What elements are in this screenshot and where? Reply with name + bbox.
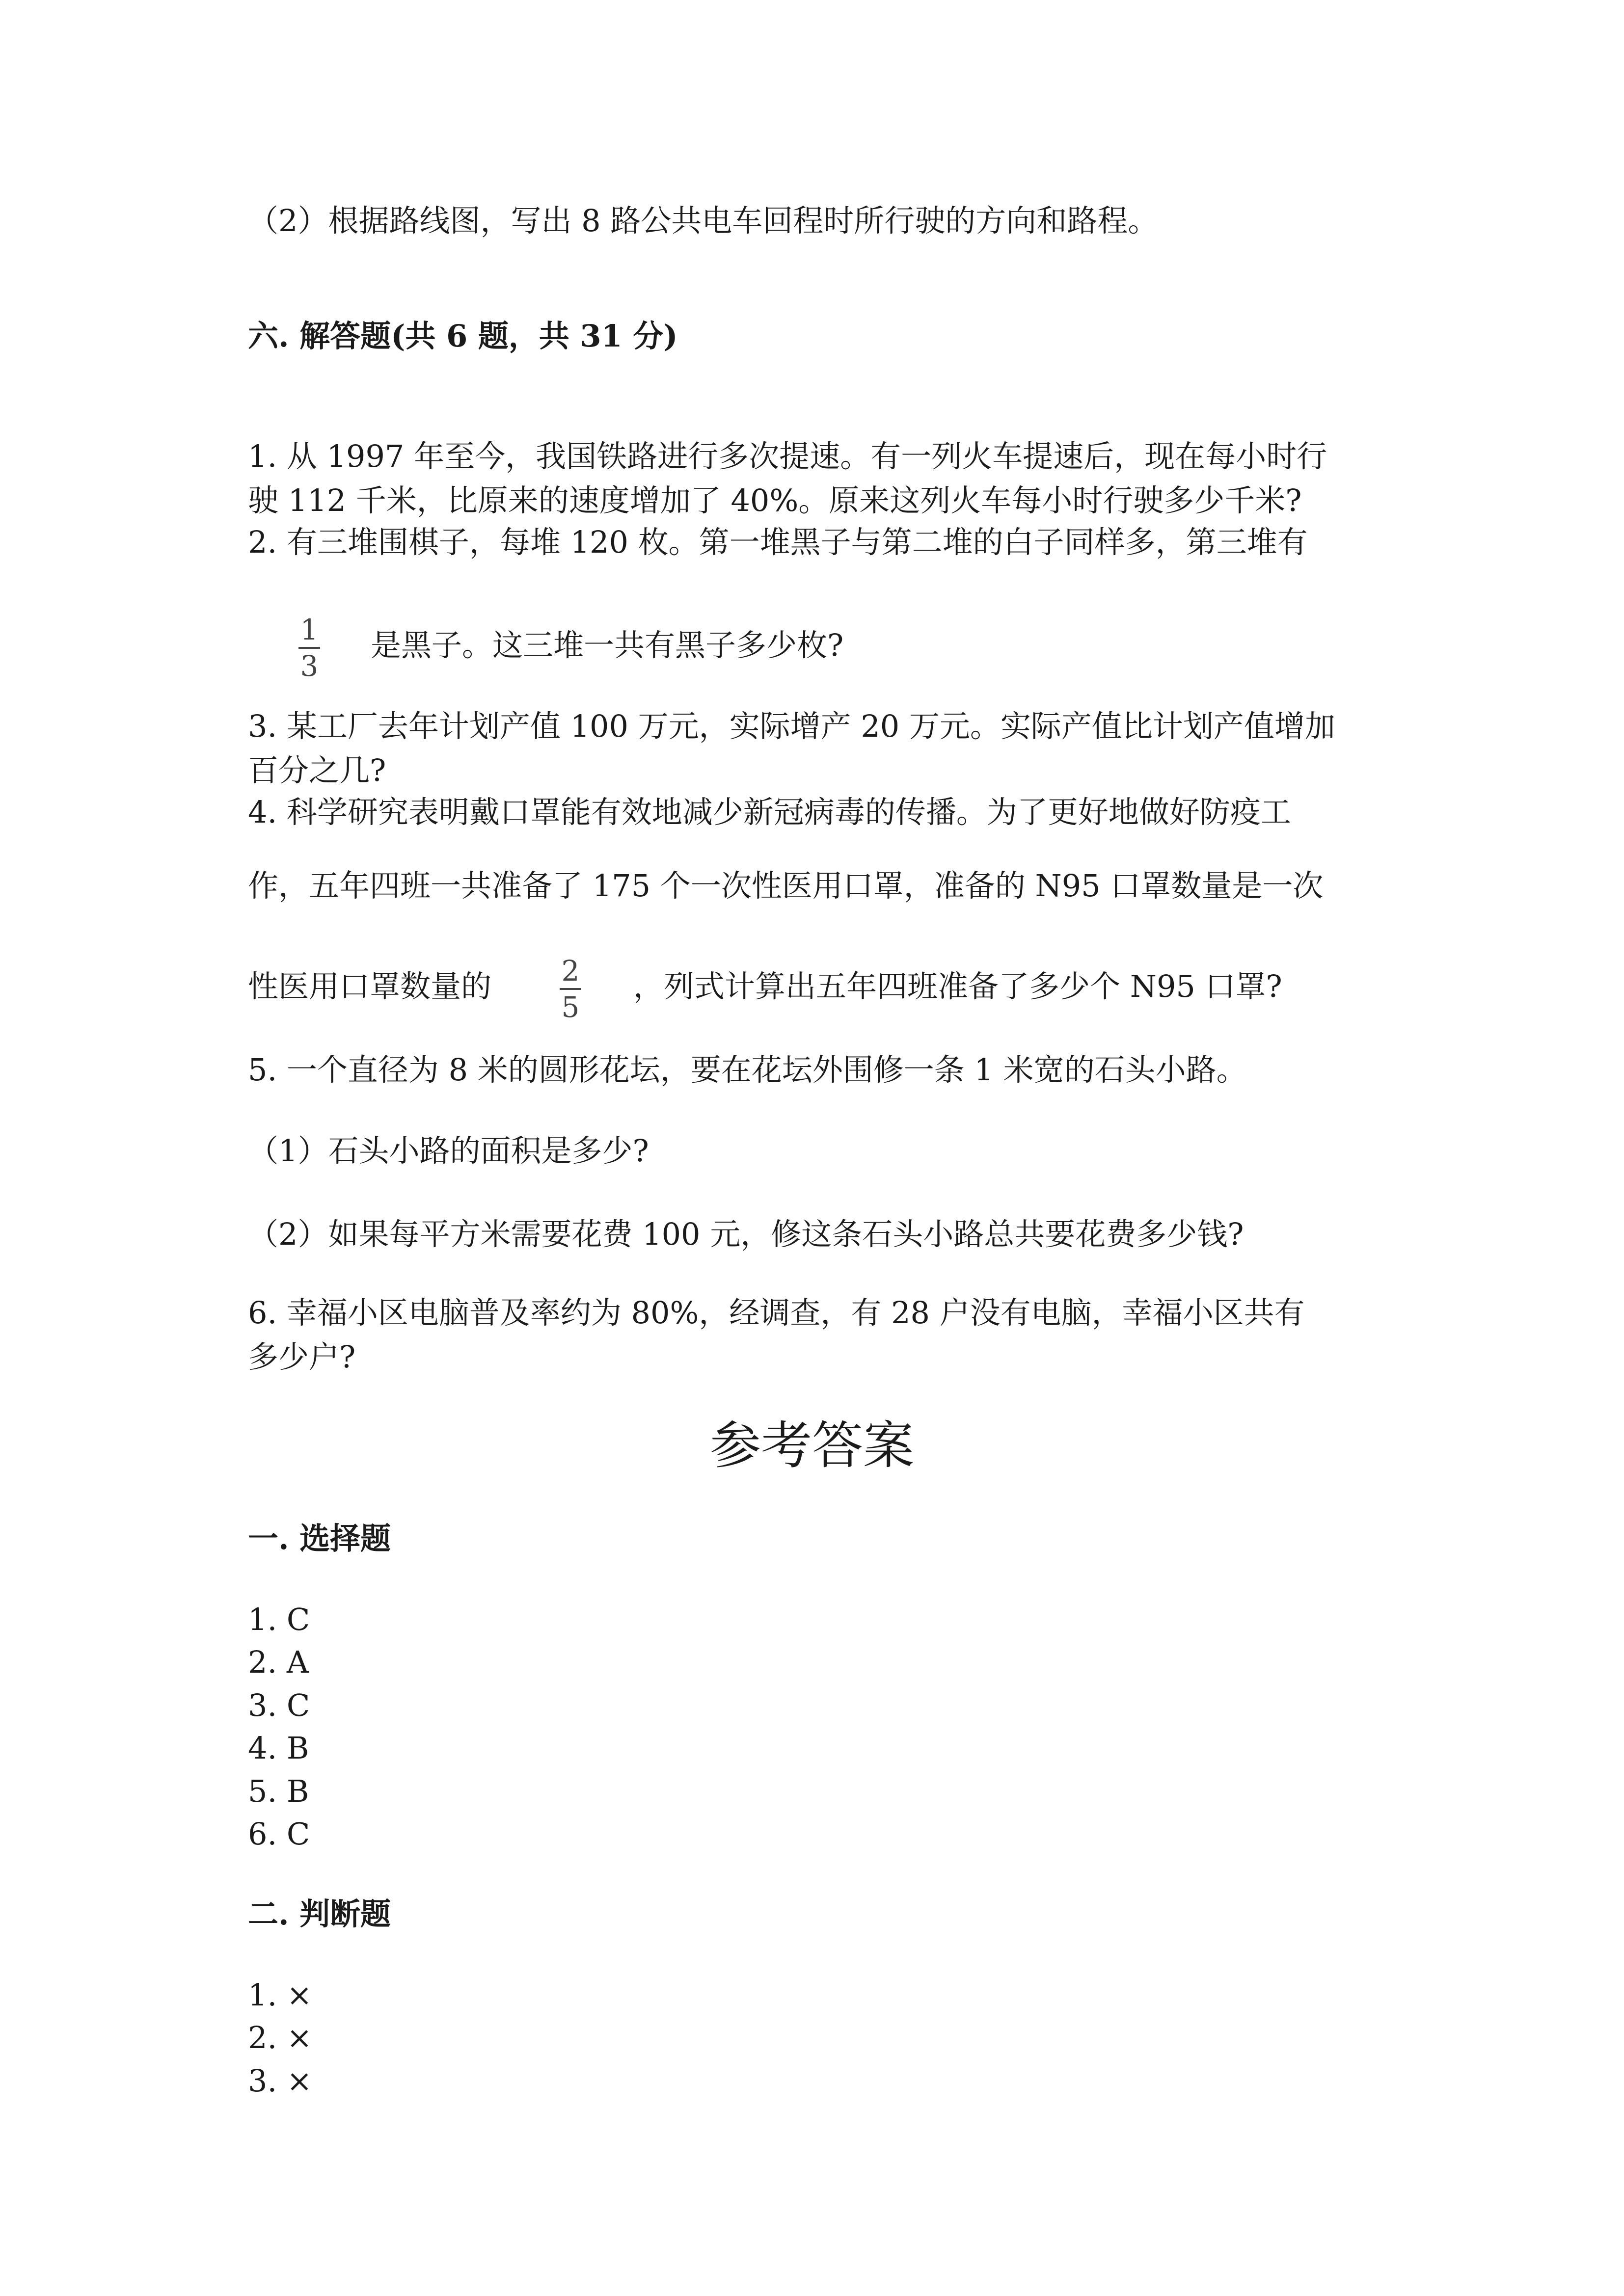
answers-title: 参考答案 (709, 1415, 914, 1475)
q2-fraction-denominator: 3 (300, 649, 319, 683)
q3-line1: 3. 某工厂去年计划产值 100 万元，实际增产 20 万元。实际产值比计划产值增加 (248, 708, 1335, 744)
fraction-bar (298, 647, 320, 649)
q5-sub2: （2）如果每平方米需要花费 100 元，修这条石头小路总共要花费多少钱? (248, 1216, 1244, 1252)
answer-item: 2. × (248, 2020, 312, 2056)
section6-heading: 六. 解答题(共 6 题，共 31 分) (248, 318, 678, 354)
answers-section1-heading: 一. 选择题 (248, 1521, 391, 1556)
q6-line1: 6. 幸福小区电脑普及率约为 80%，经调查，有 28 户没有电脑，幸福小区共有 (248, 1295, 1305, 1331)
q4-line2: 作，五年四班一共准备了 175 个一次性医用口罩，准备的 N95 口罩数量是一次 (248, 868, 1324, 904)
answer-item: 1. × (248, 1977, 312, 2013)
q1-line1: 1. 从 1997 年至今，我国铁路进行多次提速。有一列火车提速后，现在每小时行 (248, 438, 1327, 474)
q4-fraction (560, 955, 581, 1023)
prev-question-part2: （2）根据路线图，写出 8 路公共电车回程时所行驶的方向和路程。 (248, 203, 1159, 239)
answer-item: 3. × (248, 2063, 312, 2099)
q5-sub1: （1）石头小路的面积是多少? (248, 1133, 649, 1169)
q2-line1: 2. 有三堆围棋子，每堆 120 枚。第一堆黑子与第二堆的白子同样多，第三堆有 (248, 524, 1308, 560)
q5-line1: 5. 一个直径为 8 米的圆形花坛，要在花坛外围修一条 1 米宽的石头小路。 (248, 1052, 1247, 1088)
answer-item: 3. C (248, 1687, 310, 1723)
answers-section2-heading: 二. 判断题 (248, 1896, 391, 1932)
q4-fraction-denominator: 5 (561, 990, 580, 1024)
q2-fraction (298, 614, 320, 682)
q4-line1: 4. 科学研究表明戴口罩能有效地减少新冠病毒的传播。为了更好地做好防疫工 (248, 794, 1291, 830)
q2-line2: 是黑子。这三堆一共有黑子多少枚? (371, 627, 844, 663)
q3-line2: 百分之几? (248, 752, 386, 788)
q1-line2: 驶 112 千米，比原来的速度增加了 40%。原来这列火车每小时行驶多少千米? (248, 482, 1302, 518)
answer-item: 1. C (248, 1602, 310, 1637)
answer-item: 2. A (248, 1644, 309, 1680)
answer-item: 4. B (248, 1730, 309, 1766)
q4-line3a: 性医用口罩数量的 (248, 968, 492, 1004)
q6-line2: 多少户? (248, 1339, 356, 1375)
q2-fraction-numerator: 1 (300, 613, 319, 646)
q4-fraction-numerator: 2 (561, 954, 580, 988)
fraction-bar (560, 988, 581, 990)
answer-item: 5. B (248, 1773, 309, 1809)
q4-line3b: ，列式计算出五年四班准备了多少个 N95 口罩? (633, 968, 1282, 1004)
answer-item: 6. C (248, 1816, 310, 1852)
